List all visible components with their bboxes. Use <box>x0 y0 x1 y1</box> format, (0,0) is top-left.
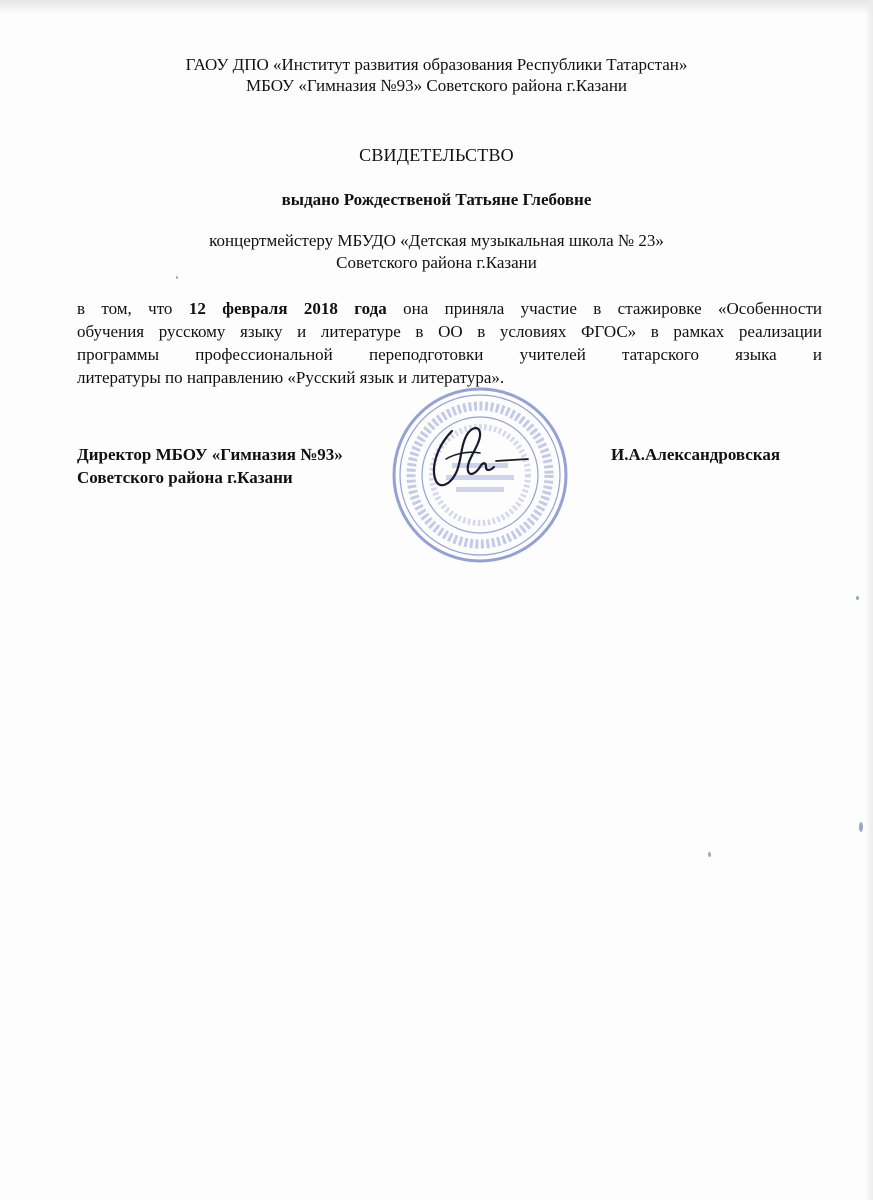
position-line-2: Советского района г.Казани <box>336 253 537 272</box>
org-line-1: ГАОУ ДПО «Институт развития образования Республики Татарстан» <box>185 55 688 74</box>
scan-speck <box>708 852 711 857</box>
body-line-3: программы профессиональной переподготовки учителей татарского языка и <box>77 345 822 364</box>
signature-stroke-cross <box>446 452 480 459</box>
body-line-1-prefix: в том, что <box>77 299 189 318</box>
scan-edge-shadow-top <box>0 0 873 14</box>
document-title: СВИДЕТЕЛЬСТВО <box>359 145 514 165</box>
body-line-4: литературы по направлению «Русский язык и литература». <box>77 368 505 387</box>
event-date: 12 февраля 2018 года <box>188 299 387 318</box>
director-name: И.А.Александровская <box>611 445 781 464</box>
scan-speck <box>856 596 859 600</box>
position-line-1: концертмейстеру МБУДО «Детская музыкальная школа № 23» <box>209 231 664 250</box>
scan-edge-shadow-right <box>865 0 873 1200</box>
director-title-line-2: Советского района г.Казани <box>77 468 293 487</box>
signature-stroke-tail <box>496 459 528 461</box>
scan-speck <box>176 276 178 279</box>
body-line-2: обучения русскому языку и литературе в ОО в условиях ФГОС» в рамках реализации <box>77 322 822 341</box>
recipient-line: выдано Рождественой Татьяне Глебовне <box>281 190 592 209</box>
scan-speck <box>859 822 863 832</box>
director-signature <box>416 415 536 495</box>
org-line-2: МБОУ «Гимназия №93» Советского района г.Казани <box>245 76 628 95</box>
certificate-body <box>77 297 822 389</box>
director-title <box>77 443 343 489</box>
director-title-line-1: Директор МБОУ «Гимназия №93» <box>77 445 343 464</box>
body-line-1-suffix: она приняла участие в стажировке «Особенности <box>386 299 823 318</box>
body-line-1 <box>77 297 822 320</box>
signature-stroke-main <box>434 428 494 485</box>
